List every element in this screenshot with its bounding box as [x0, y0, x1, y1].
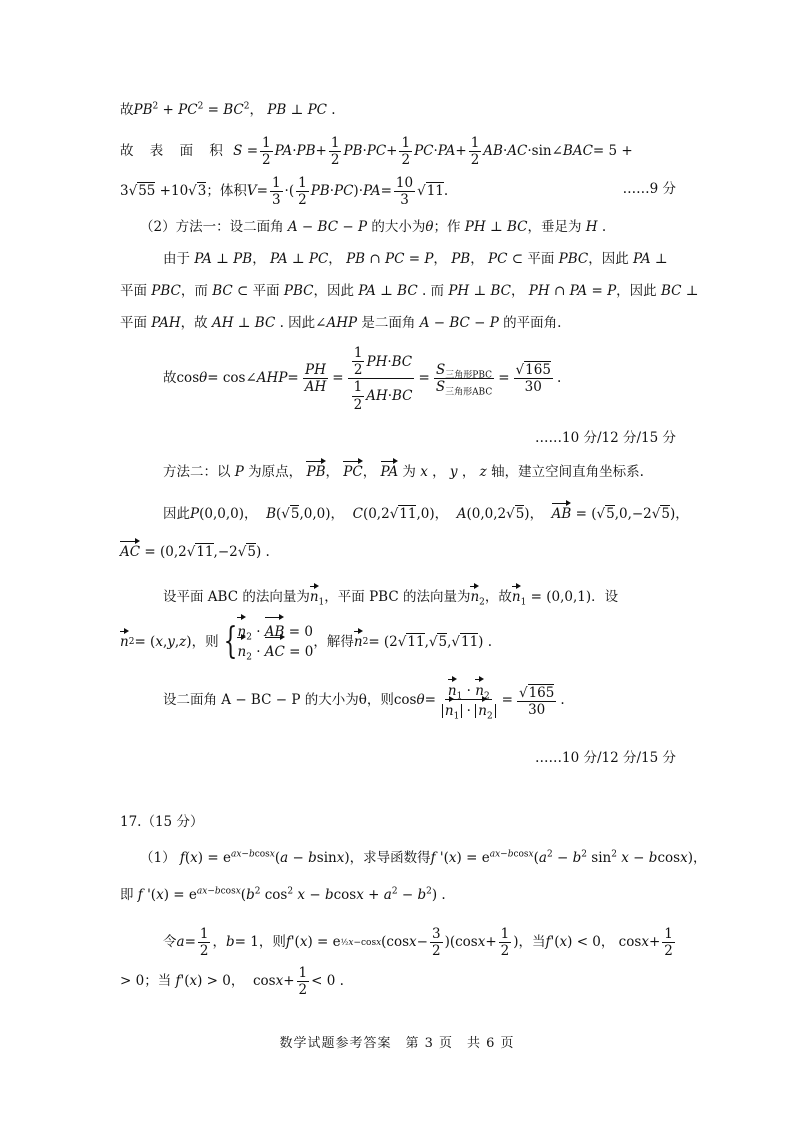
score-10-12-15-a: ……10 分/12 分/15 分 — [534, 430, 676, 446]
normal-text-a: 设平面 ABC 的法向量为 — [163, 589, 310, 605]
sign-cases-text: > 0；当 — [120, 972, 172, 989]
line-cos-vectors: 设二面角 A − BC − P 的大小为θ，则 cos θ = $n_1$ · $n_2$ $n_1$ · $n_2$ = $\frac{√165}{30}$ . — [163, 684, 565, 718]
score-10-12-15-b: ……10 分/12 分/15 分 — [534, 750, 676, 766]
normal-text-c: ，故 — [484, 589, 512, 605]
line-derivative: （1） $f(x) = e^{ax-bcosx}(a - bsinx)$，求导函数得f '$(x) = e^{ax-bcosx}(a^2 - b^2$ $\sin^2 x - bcosx$)， — [140, 849, 707, 866]
system-solve: ，解得 — [313, 633, 354, 650]
part-one-label: （1） — [140, 850, 176, 866]
line-pa-perp: 由于 PA ⊥ PB， PA ⊥ PC， PB ∩ PC = P， PB， PC ⊂ 平面 PBC，因此 PA ⊥ — [163, 251, 668, 267]
line-system: n 2 = ( x , y , z ) ，则 { $n_2$ · AB = 0 $n_2$ · AC = 0 ，解得 n 2 = (2 √11 , √5 , √11 ) . — [120, 622, 492, 663]
line-pythagoras: 故$PB^2 + PC^2 = BC^2$， PB ⊥ PC . — [120, 101, 336, 118]
let-prefix: 令 — [163, 933, 177, 950]
line-cos-ratio: 故cos θ = cos∠ AHP = $\frac{PH}{AH}$ = $\frac{1}{2}$ PH · BC $\frac{1}{2}$ AH · BC = $\frac{S_{三角形PBC}}{S_{三角形ABC}}$ = $\frac{√165}{30}$ . — [163, 345, 562, 413]
line-volume: 3 √55 +10 √3 ；体积 V = $\frac{1}{3}$ ·( $\frac{1}{2}$ PB · PC )· PA = $\frac{10}{3}$ √11 . — [120, 175, 449, 209]
line-derivative-rewrite: 即 f '$(x) = e^{ax-bcosx}(b^2$ $\cos^2 x - bcosx + a^2 - b^2$) . — [120, 886, 446, 903]
system-then: ，则 — [191, 633, 219, 650]
line-surface-area: 故 表 面 积 S = $\frac{1}{2}$ PA · PB + $\frac{1}{2}$ PB · PC + $\frac{1}{2}$ PC · PA + $\frac{1}{2}$ AB · AC ·sin∠ BAC = 5 + — [120, 135, 633, 169]
coordinates-prefix: 因此 — [163, 506, 190, 522]
line-sign-cases: > 0；当 f '( x ) > 0， cos x + $\frac{1}{2}$ < 0 . — [120, 965, 344, 999]
when-text: ，当 — [518, 933, 546, 950]
cos-vectors-text: 设二面角 A − BC − P 的大小为θ，则 — [163, 692, 394, 709]
label-tri-abc: 三角形ABC — [445, 388, 493, 399]
line-method-two: 方法二：以 P 为原点， PB， PC， PA 为 x ， y ， z 轴，建立空间直角坐标系. — [163, 466, 644, 480]
line-method-one: （2）方法一：设二面角 A − BC − P 的大小为θ；作 PH ⊥ BC，垂足为 H . — [140, 219, 607, 235]
line-coordinates: 因此P(0,0,0)， B(√5,0,0)， C(0,2√11,0)， A(0,0,2√5)， AB = (√5,0,−2√5)， — [163, 508, 689, 522]
label-tri-pbc: 三角形PBC — [445, 370, 493, 381]
normal-text-b: ，平面 PBC 的法向量为 — [324, 589, 471, 605]
derivative-text: ，求导函数得 — [349, 850, 431, 866]
question-17-heading: 17.（15 分） — [120, 814, 204, 830]
line-normal-vectors: 设平面 ABC 的法向量为 $n_1$，平面 PBC 的法向量为 $n_2$，故 $n_1 = (0,0,1)$．设 — [163, 591, 618, 605]
surface-area-label: 故 表 面 积 — [120, 142, 229, 159]
line-ac-vector: AC = (0,2√11,−2√5) . — [120, 546, 270, 560]
rewrite-prefix: 即 — [120, 887, 134, 903]
then-text: ，则 — [258, 933, 286, 950]
equation-system: $n_2$ · AB = 0 $n_2$ · AC = 0 — [237, 622, 313, 663]
normal-text-d: = (0,0,1)．设 — [530, 589, 619, 605]
page-footer: 数学试题参考答案 第 3 页 共 6 页 — [279, 1036, 515, 1051]
score-9: ……9 分 — [622, 181, 676, 197]
line-plane-angle: 平面 PAH，故 AH ⊥ BC . 因此∠AHP 是二面角 A − BC − P 的平面角. — [120, 315, 562, 331]
line-substitute: 令 a = $\frac{1}{2}$ ， b = 1 ，则 f '( x ) = e ½x−cosx (cos x − $\frac{3}{2}$ )(cos x + $\frac{1}{2}$ ) ，当 f '( x ) < 0， cos x + $\frac{1}{2}$ — [163, 926, 673, 960]
line-bc-perp: 平面 PBC，而 BC ⊂ 平面 PBC，因此 PA ⊥ BC . 而 PH ⊥ BC， PH ∩ PA = P，因此 BC ⊥ — [120, 283, 699, 299]
